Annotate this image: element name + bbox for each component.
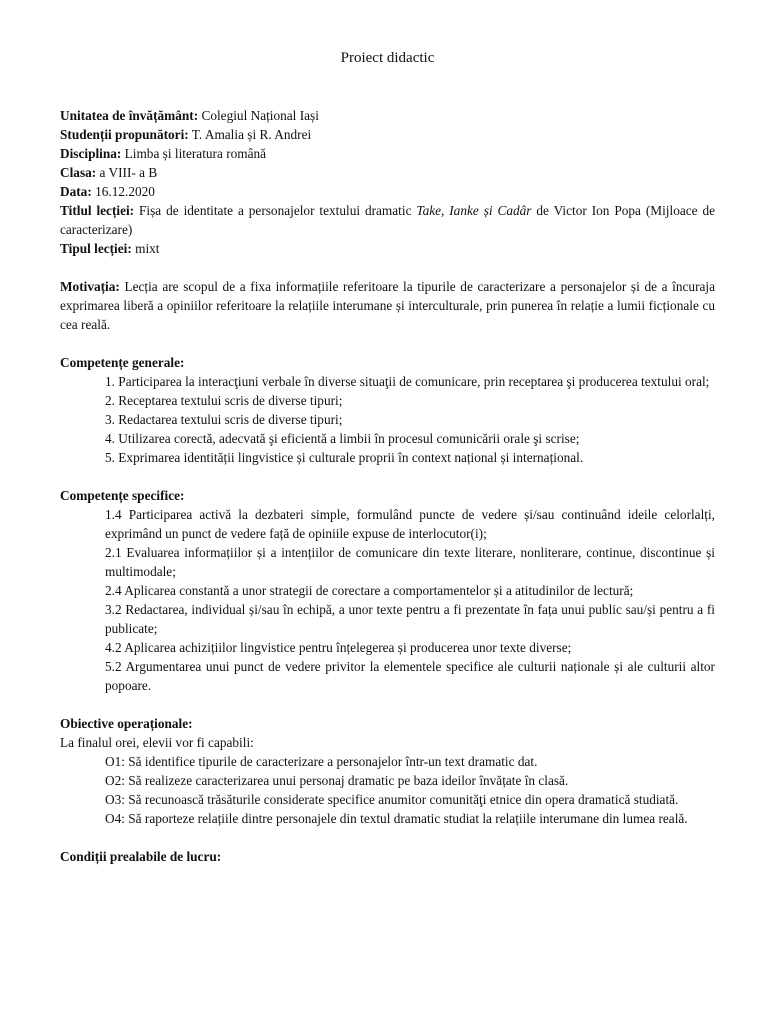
- lesson-title-value-post: de Victor Ion Popa (Mijloace de caracterizare): [60, 203, 716, 237]
- objective-item: O4: Să raporteze relațiile dintre personajele din textul dramatic studiat la relațiile interumane din lumea reală.: [105, 811, 688, 826]
- specific-competence-item: 1.4 Participarea activă la dezbateri simple, formulând puncte de vedere și/sau continuând ideile celorlalți, exprimând un punct de vedere față de opiniile expuse de interlocutor(i);: [105, 507, 715, 541]
- date-label: Data:: [60, 184, 92, 199]
- lesson-title-work: Take, Ianke și Cadâr: [416, 203, 532, 218]
- students-value: T. Amalia și R. Andrei: [188, 127, 312, 142]
- class-value: a VIII- a B: [96, 165, 158, 180]
- spacer: [60, 695, 715, 714]
- lesson-title-value-pre: Fișa de identitate a personajelor textului dramatic: [134, 203, 417, 218]
- motivation-text: Lecția are scopul de a fixa informațiile referitoare la tipurile de caracterizare a personajelor și de a încuraja exprimarea liberă a opiniilor referitoare la relațiile interumane și interculturale, prin punerea în relație a lumii ficționale cu cea reală.: [60, 279, 715, 332]
- document-page: [60, 47, 715, 866]
- info-discipline: [60, 144, 715, 163]
- lesson-type-label: Tipul lecției:: [60, 241, 132, 256]
- lesson-info: [60, 106, 715, 258]
- objective-item: O2: Să realizeze caracterizarea unui personaj dramatic pe baza ideilor învățate în clasă.: [105, 773, 569, 788]
- unit-value: Colegiul Național Iași: [198, 108, 319, 123]
- specific-competence-item: 3.2 Redactarea, individual și/sau în echipă, a unor texte pentru a fi prezentate în fața unui public sau/și pentru a fi publicate;: [105, 602, 715, 636]
- motivation-label: Motivația:: [60, 279, 120, 294]
- date-value: 16.12.2020: [91, 184, 155, 199]
- info-class: [60, 163, 715, 182]
- general-competences-heading: Competențe generale:: [60, 355, 185, 370]
- motivation-paragraph: [60, 277, 715, 334]
- discipline-label: Disciplina:: [60, 146, 122, 161]
- info-lesson-type: [60, 239, 715, 258]
- general-competence-item: 1. Participarea la interacţiuni verbale în diverse situaţii de comunicare, prin receptarea şi producerea textului oral;: [105, 374, 710, 389]
- specific-competence-item: 4.2 Aplicarea achizițiilor lingvistice pentru înțelegerea și producerea unor texte diverse;: [105, 640, 572, 655]
- general-competence-item: 4. Utilizarea corectă, adecvată şi eficientă a limbii în procesul comunicării orale şi scrise;: [105, 431, 580, 446]
- class-label: Clasa:: [60, 165, 97, 180]
- info-students: [60, 125, 715, 144]
- spacer: [60, 828, 715, 847]
- info-lesson-title: [60, 201, 715, 239]
- specific-competence-item: 5.2 Argumentarea unui punct de vedere privitor la elementele specifice ale culturii naționale și ale culturii altor popoare.: [105, 659, 715, 693]
- info-unit: [60, 106, 715, 125]
- objectives-intro: La finalul orei, elevii vor fi capabili:: [60, 735, 254, 750]
- spacer: [60, 258, 715, 277]
- specific-competence-item: 2.4 Aplicarea constantă a unor strategii de corectare a comportamentelor și a atitudinilor de lectură;: [105, 583, 634, 598]
- general-competence-item: 2. Receptarea textului scris de diverse tipuri;: [105, 393, 343, 408]
- objective-item: O3: Să recunoască trăsăturile considerate specifice anumitor comunităţi etnice din opera dramatică studiată.: [105, 792, 679, 807]
- specific-competence-item: 2.1 Evaluarea informațiilor și a intențiilor de comunicare din texte literare, nonliterare, continue, discontinue și multimodale;: [105, 545, 715, 579]
- general-competence-item: 5. Exprimarea identității lingvistice și culturale proprii în context național și internațional.: [105, 450, 584, 465]
- spacer: [60, 467, 715, 486]
- unit-label: Unitatea de învățământ:: [60, 108, 199, 123]
- specific-competences-heading: Competențe specifice:: [60, 488, 185, 503]
- discipline-value: Limba și literatura română: [121, 146, 267, 161]
- spacer: [60, 334, 715, 353]
- lesson-title-label: Titlul lecției:: [60, 203, 135, 218]
- prerequisites-heading: Condiții prealabile de lucru:: [60, 849, 222, 864]
- students-label: Studenții propunători:: [60, 127, 189, 142]
- objective-item: O1: Să identifice tipurile de caracterizare a personajelor într-un text dramatic dat.: [105, 754, 538, 769]
- document-title: Proiect didactic: [340, 50, 435, 66]
- general-competence-item: 3. Redactarea textului scris de diverse tipuri;: [105, 412, 343, 427]
- objectives-heading: Obiective operaționale:: [60, 716, 193, 731]
- lesson-type-value: mixt: [131, 241, 160, 256]
- info-date: [60, 182, 715, 201]
